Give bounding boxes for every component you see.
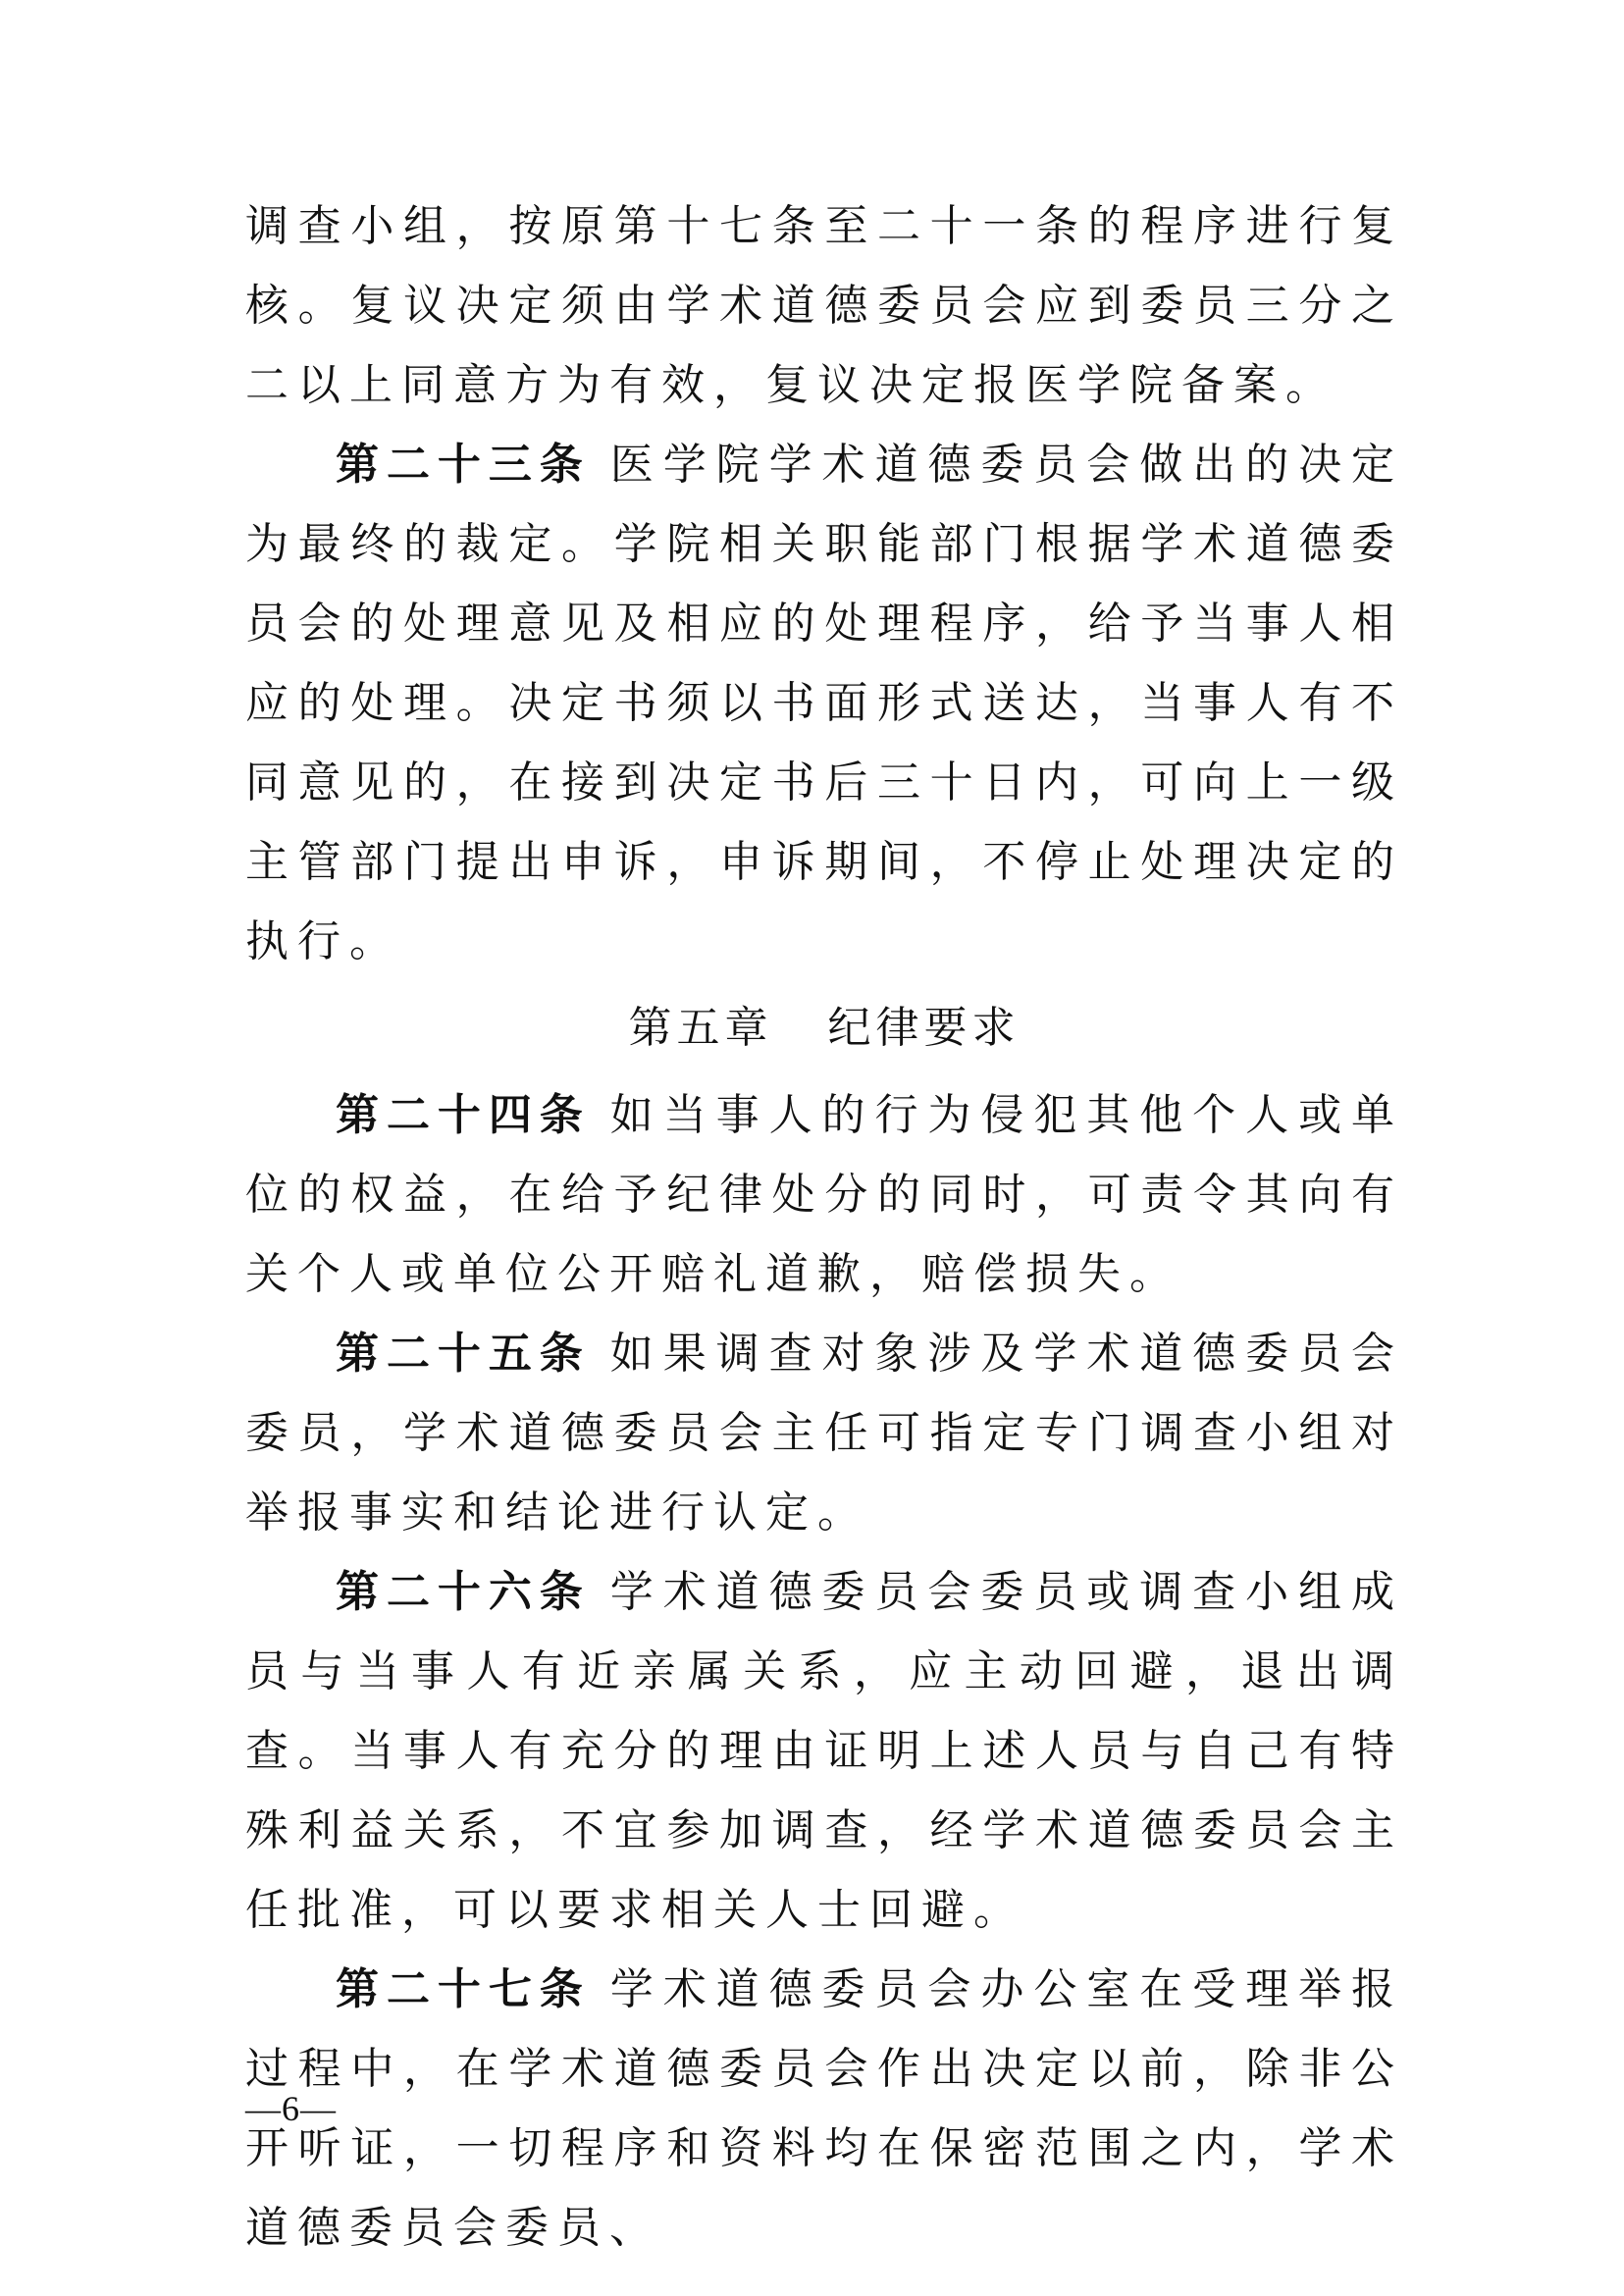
article-number: 第二十七条 — [336, 1964, 591, 2014]
article-24 — [245, 1075, 1403, 1314]
article-text: 学术道德委员会办公室在受理举报过程中，在学术道德委员会作出决定以前，除非公开听证，一切程序和资料均在保密范围之内，学术道德委员会委员、 — [245, 1964, 1404, 2253]
paragraph-continuation — [245, 186, 1403, 425]
article-25 — [245, 1314, 1403, 1552]
chapter-title: 纪律要求 — [827, 1003, 1021, 1053]
article-26 — [245, 1552, 1403, 1950]
chapter-heading — [245, 981, 1403, 1075]
page-number: —6— — [245, 2089, 337, 2128]
article-text: 学术道德委员会委员或调查小组成员与当事人有近亲属关系，应主动回避，退出调查。当事人有充分的理由证明上述人员与自己有特殊利益关系，不宜参加调查，经学术道德委员会主任批准，可以要求相关人士回避。 — [245, 1567, 1404, 1935]
article-text: 医学院学术道德委员会做出的决定为最终的裁定。学院相关职能部门根据学术道德委员会的处理意见及相应的处理程序，给予当事人相应的处理。决定书须以书面形式送达，当事人有不同意见的，在接到决定书后三十日内，可向上一级主管部门提出申诉，申诉期间，不停止处理决定的执行。 — [245, 440, 1404, 966]
document-page — [245, 186, 1403, 2268]
article-text: 如当事人的行为侵犯其他个人或单位的权益，在给予纪律处分的同时，可责令其向有关个人或单位公开赔礼道歉，赔偿损失。 — [245, 1090, 1404, 1299]
paragraph-text: 调查小组，按原第十七条至二十一条的程序进行复核。复议决定须由学术道德委员会应到委员三分之二以上同意方为有效，复议决定报医学院备案。 — [245, 201, 1403, 410]
article-27 — [245, 1950, 1403, 2268]
article-text: 如果调查对象涉及学术道德委员会委员，学术道德委员会主任可指定专门调查小组对举报事实和结论进行认定。 — [245, 1329, 1404, 1538]
article-number: 第二十五条 — [336, 1329, 591, 1379]
article-number: 第二十四条 — [336, 1090, 591, 1140]
chapter-number: 第五章 — [628, 1003, 773, 1053]
article-number: 第二十六条 — [336, 1567, 591, 1617]
article-number: 第二十三条 — [336, 440, 591, 490]
article-23 — [245, 425, 1403, 981]
